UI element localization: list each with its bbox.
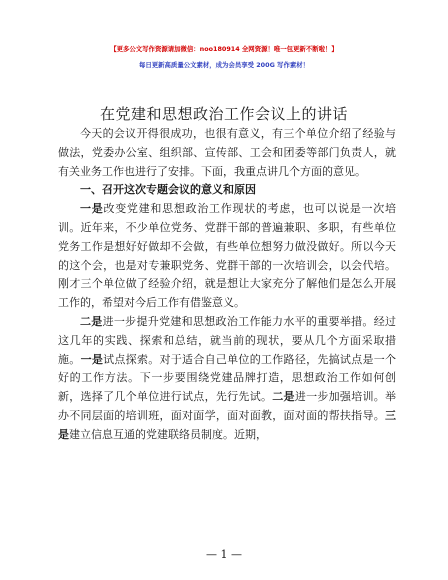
- point-lead: 一是: [80, 202, 104, 216]
- point-text: 进一步提升党建和思想政治工作能力水平的重要举措。经过这几年的实践、探索和总结，就当前的现状，要从几个方面采取措施。: [58, 314, 396, 366]
- sub-point-lead: 一是: [80, 352, 104, 366]
- section-heading: 一、召开这次专题会议的意义和原因: [80, 183, 256, 197]
- sub-point-lead: 三是: [58, 408, 396, 441]
- point-text: 改变党建和思想政治工作现状的考虑，也可以说是一次培训。近年来，不少单位党务、党群干部的普遍兼职、多职，有些单位党务工作是想好好做却不会做，有些单位想努力做没做好。所以今天的这个会，也是对专兼职党务、党群干部的一次培训会，以会代培。刚才三个单位做了经验介绍，就是想让大家充分了解他们是怎么开展工作的，希望对今后工作有借鉴意义。: [58, 202, 397, 310]
- document-body: [58, 125, 396, 445]
- paragraph-point-2: [58, 313, 396, 445]
- sub-point-lead: 二是: [272, 390, 295, 404]
- paragraph-point-1: [58, 200, 396, 313]
- document-title: 在党建和思想政治工作会议上的讲话: [99, 105, 348, 123]
- sub-point-text: 进一步加强培训。举办不同层面的培训班，面对面学，面对面教，面对面的帮扶指导。: [58, 390, 397, 422]
- intro-paragraph: 今天的会议开得很成功，也很有意义，有三个单位介绍了经验与做法，党委办公室、组织部、宣传部、工会和团委等部门负责人，就有关业务工作也进行了安排。下面，我重点讲几个方面的意见。: [58, 127, 396, 178]
- sub-point-text: 试点探索。对于适合自己单位的工作路径，先搞试点是一个好的工作方法。下一步要围绕党建品牌打造，思想政治工作如何创新，选择了几个单位进行试点，先行先试。: [58, 352, 397, 404]
- promo-banner-line1: 【更多公文写作资源请加微信：noo180914 全网资源！唯一包更新不断啦！】: [110, 45, 338, 53]
- promo-banner-line2: 每日更新高质量公文素材，成为会员享受 200G 写作素材！: [138, 61, 310, 69]
- point-lead: 二是: [80, 314, 103, 328]
- page-number: — 1 —: [206, 548, 242, 561]
- sub-point-text: 建立信息互通的党建联络员制度。近期，: [69, 427, 267, 441]
